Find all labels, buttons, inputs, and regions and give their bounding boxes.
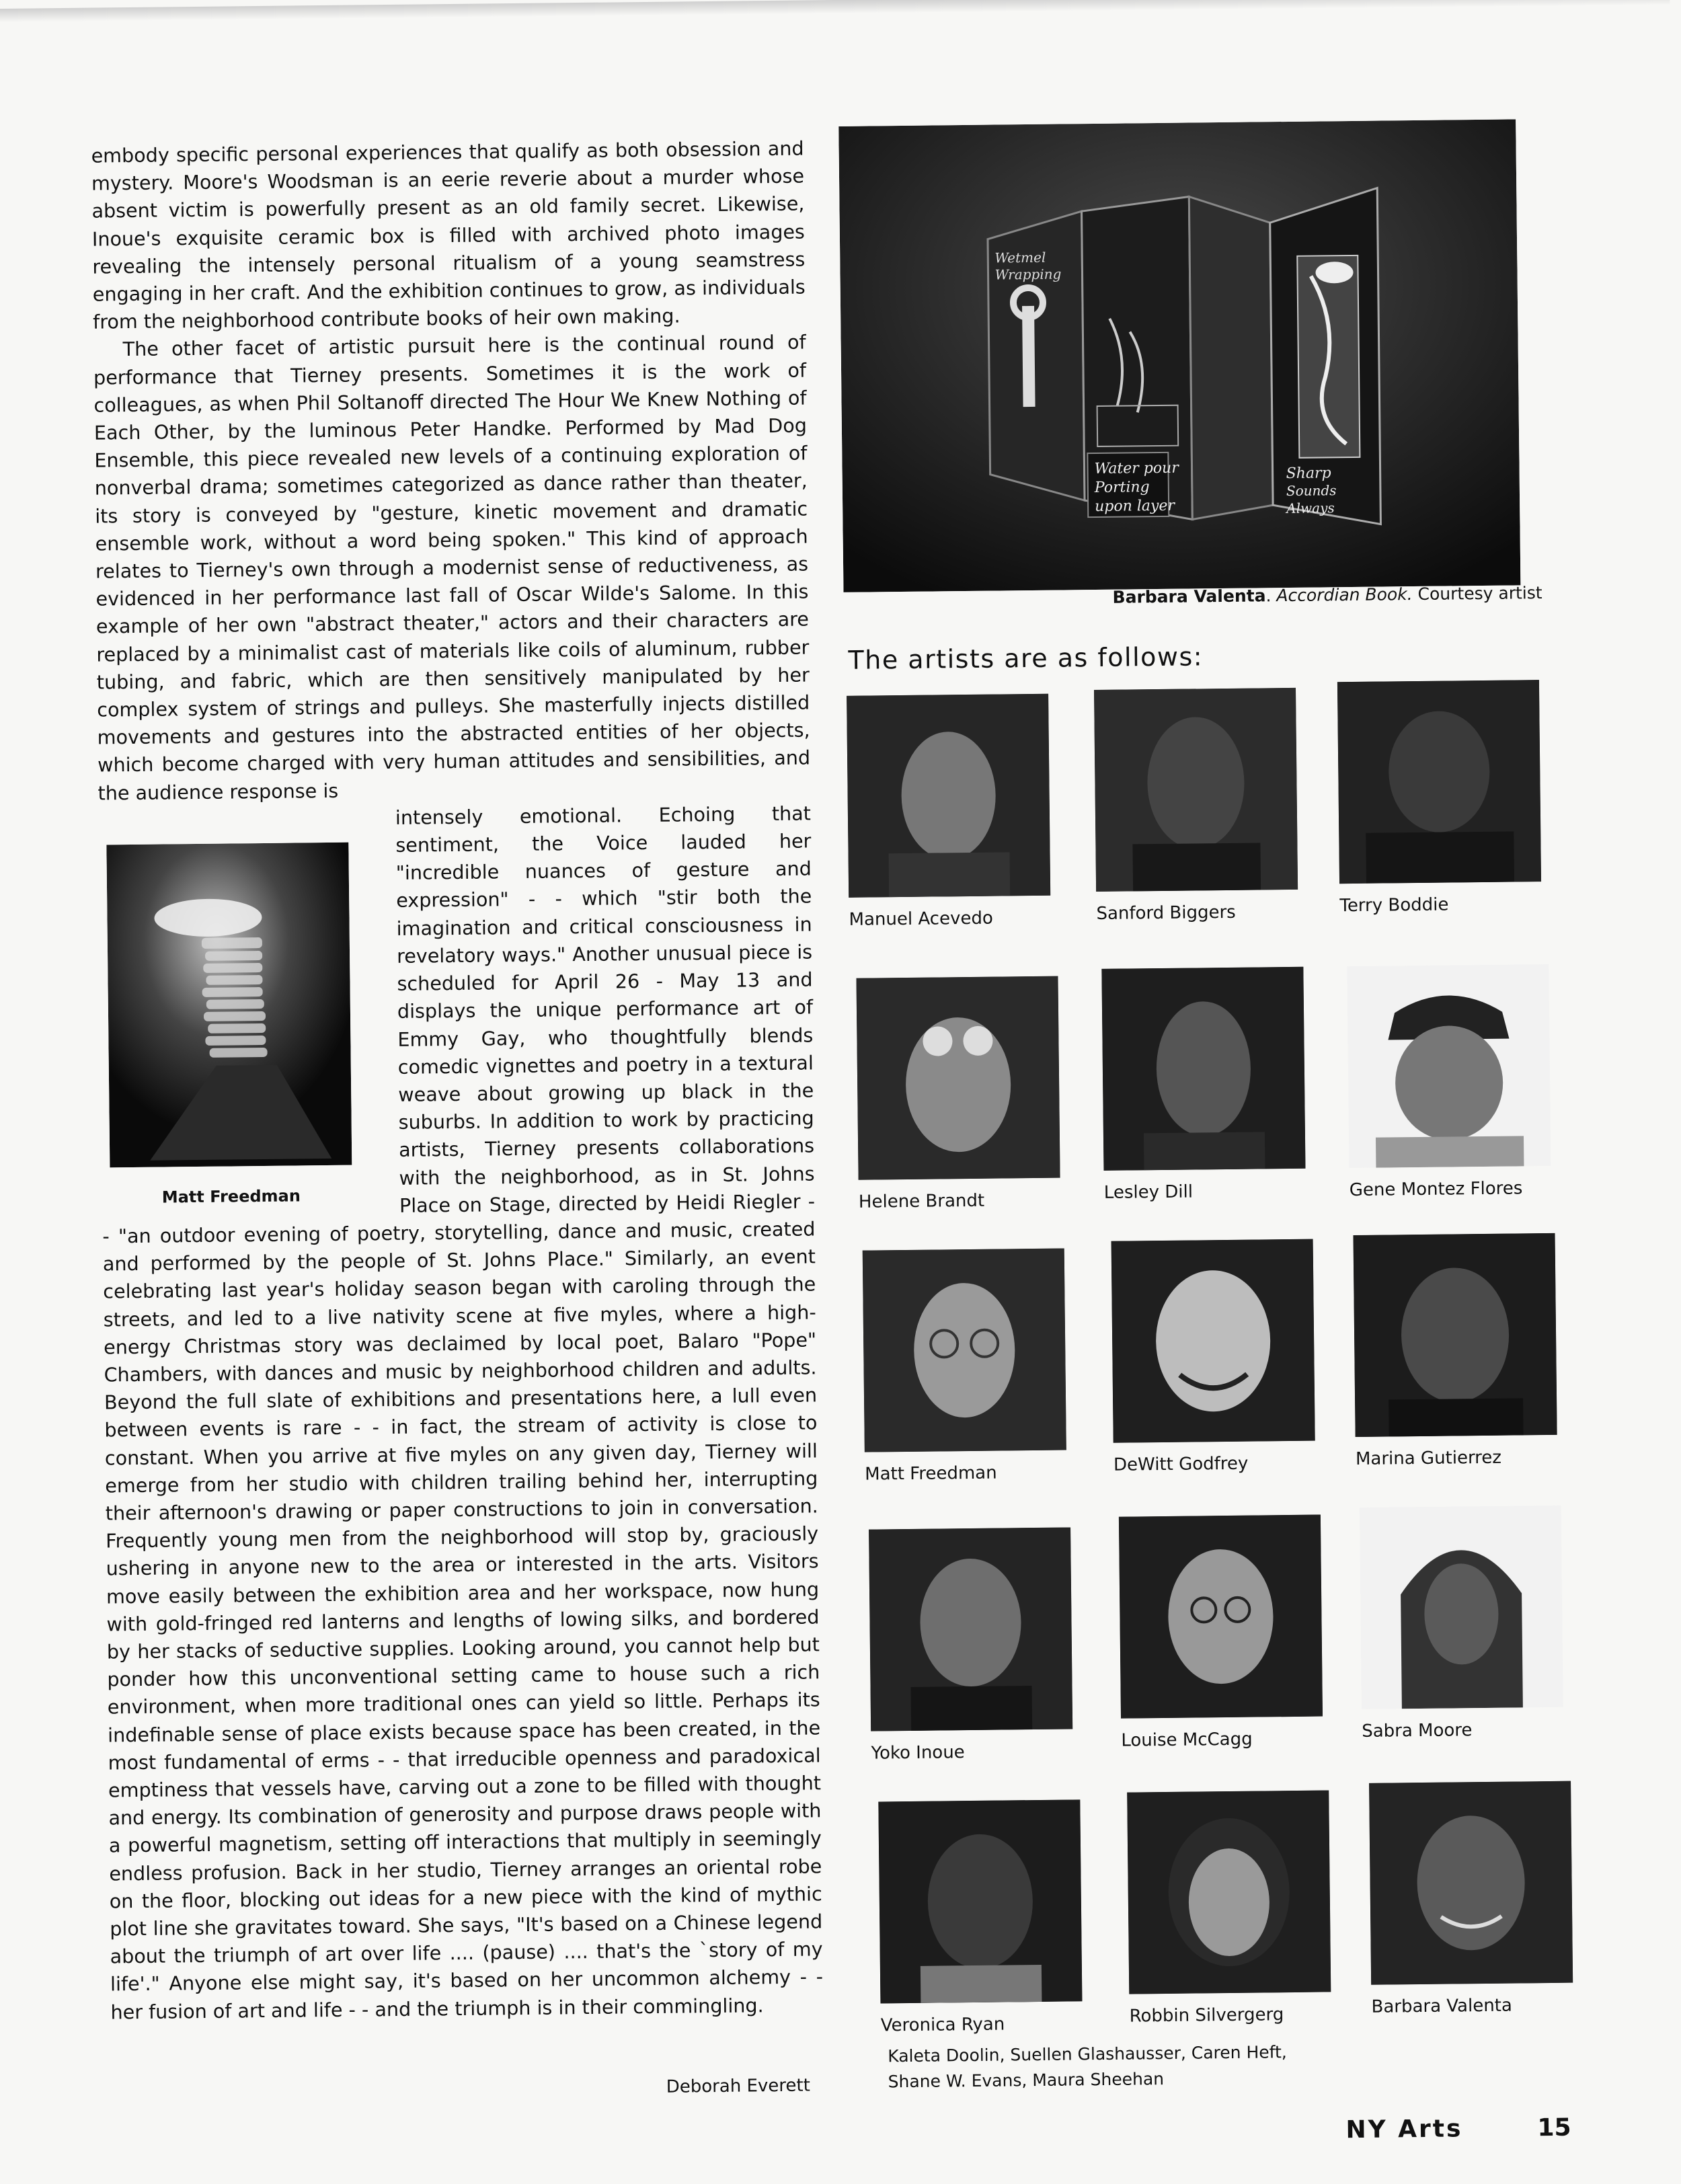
inscription-sounds: Sounds (1286, 482, 1337, 500)
artist-name: Matt Freedman (865, 1462, 997, 1485)
additional-artists (888, 2039, 1287, 2095)
artist-name: Yoko Inoue (871, 1742, 965, 1764)
artist-name: Helene Brandt (858, 1190, 985, 1212)
artist-name: Sanford Biggers (1096, 902, 1236, 925)
artist-card (1119, 1515, 1323, 1751)
artist-portrait (1369, 1781, 1573, 1985)
artist-card (1347, 964, 1551, 1200)
inscription-always: Always (1286, 500, 1335, 517)
inscription-left: Wetmel (994, 249, 1046, 266)
magazine-name: NY Arts (1345, 2115, 1463, 2144)
artist-card (1094, 688, 1298, 924)
additional-artists-line-1: Kaleta Doolin, Suellen Glashausser, Caren Heft, (888, 2042, 1287, 2066)
inscription-layer: upon layer (1095, 497, 1175, 515)
artist-card (878, 1799, 1083, 2035)
artist-name: Gene Montez Flores (1349, 1178, 1523, 1201)
inscription-left-2: Wrapping (994, 266, 1062, 283)
artist-portrait (1360, 1506, 1563, 1709)
article-author: Deborah Everett (666, 2075, 810, 2097)
artist-card (863, 1249, 1067, 1485)
artist-name: Louise McCagg (1121, 1729, 1253, 1751)
article-body (91, 134, 823, 2026)
artist-portrait (1101, 967, 1305, 1171)
artist-name: Terry Boddie (1339, 894, 1449, 916)
artist-portrait (856, 976, 1060, 1180)
artist-portrait (1354, 1233, 1557, 1437)
artist-card (1337, 680, 1542, 916)
inscription-porting: Porting (1094, 479, 1150, 496)
artist-name: Robbin Silvergerg (1129, 2004, 1284, 2027)
feature-caption-credit: Courtesy artist (1417, 583, 1542, 604)
artist-portrait (1347, 964, 1551, 1168)
feature-photo-caption: Barbara Valenta. Accordian Book. Courtesy artist (1112, 583, 1542, 607)
article-paragraph-2: The other facet of artistic pursuit here is the continual round of performance that Tierney presents. Sometimes it is the work of colleagues, as when Phil Soltanoff directed The Hour We Knew Nothing of Each Other, by the luminous Peter Handke. Performed by Mad Dog Ensemble, this piece revealed new levels of a continuing exploration of nonverbal drama; sometimes categorized as dance rather than theater, its story is conveyed by "gesture, kinetic movement and dramatic ensemble work, without a word being spoken." This kind of approach relates to Tierney's own through a modernist sense of reductiveness, as evidenced in her performance last fall of Oscar Wilde's Salome. In this example of her own "abstract theater," actors and their characters are replaced by a minimalist cast of materials like coils of aluminum, rubber tubing, and fabric, which are then sensitively manipulated by her complex system of strings and pulleys. She masterfully injects distilled movements and gestures into the abstracted entities of her objects, which become charged with very human attitudes and sensibilities, and the audience response is (93, 330, 811, 805)
artist-card (1354, 1233, 1558, 1469)
article-paragraph-3: intensely emotional. Echoing that sentiment, the Voice lauded her "incredible nuances of gesture and expression" - - which "stir both the imagination and critical consciousness in revelatory ways." Another unusual piece is scheduled for April 26 - May 13 and displays the unique performance art of Emmy Gay, who thoughtfully blends comedic vignettes and poetry in a textural weave about growing up black in the suburbs. In addition to work by practicing artists, Tierney presents collaborations with the neighborhood, as in St. Johns Place on Stage, directed by Heidi Riegler - - "an outdoor evening of poetry, storytelling, dance and music, created and performed by the people of St. Johns Place." Similarly, an event celebrating last year's holiday season began with caroling through the streets, and led to a live nativity scene at five myles, where a high-energy Christmas story was declaimed by local poet, Balaro "Pope" Chambers, with dances and music by neighborhood children and adults. Beyond the full slate of exhibitions and presentations here, a lull even between events is rare - - in fact, the stream of activity is close to constant. When you arrive at five myles on any given day, Tierney will emerge from her studio with children trailing behind her, interrupting their afternoon's drawing or paper constructions to join in conversation. Frequently young men from the neighborhood will stop by, graciously ushering in anyone new to the area or interested in the arts. Visitors move easily between the exhibition area and her workspace, now hung with gold-fringed red lanterns and lengths of lowing silks, and bordered by her stacks of seductive supplies. Looking around, you cannot help but ponder how this unconventional setting came to house such a rich environment, when more traditional ones can yield so little. Perhaps its indefinable sense of place exists because space has been created, in the most fundamental of erms - - that irreducible openness and paradoxical emptiness that vessels have, carving out a zone to be filled with thought and energy. Its combination of generosity and purpose draws people with a powerful magnetism, setting off interactions that multiply in seemingly endless profusion. Back in her studio, Tierney arranges an oriental robe on the floor, blocking out ideas for a new piece with the kind of mythic plot line she gravitates toward. She says, "It's based on a Chinese legend about the triumph of art over life .... (pause) .... that's the `story of my life'." Anyone else might say, it's based on her uncommon alchemy - - her fusion of art and life - - and the triumph is in their commingling. (102, 802, 824, 2024)
feature-caption-title: Accordian Book. (1276, 584, 1413, 606)
artist-portrait (863, 1249, 1066, 1452)
artist-name: Sabra Moore (1362, 1720, 1473, 1742)
artist-card (856, 976, 1060, 1212)
inset-photo-image (106, 843, 352, 1168)
inset-photo-caption: Matt Freedman (161, 1186, 301, 1207)
page-number: 15 (1537, 2113, 1571, 2142)
artist-portrait (1111, 1239, 1315, 1443)
artist-card (1101, 967, 1306, 1203)
feature-photo (838, 119, 1520, 592)
artist-card (869, 1527, 1073, 1763)
artist-card (1111, 1239, 1316, 1475)
article-paragraph-1: embody specific personal experiences that qualify as both obsession and mystery. Moore's Woodsman is an eerie reverie about a murder whose absent victim is powerfully present as an old family secret. Likewise, Inoue's exquisite ceramic box is filled with archived photo images revealing the intensely personal ritualism of a young seamstress engaging in her craft. And the exhibition continues to grow, as individuals from the neighborhood contribute books of heir own making. (91, 136, 806, 334)
artist-name: Barbara Valenta (1371, 1995, 1513, 2017)
artist-portrait (1127, 1790, 1331, 1994)
artist-portrait (878, 1799, 1082, 2003)
artist-name: Lesley Dill (1103, 1181, 1194, 1203)
artist-name: Manuel Acevedo (849, 908, 993, 930)
artists-heading: The artists are as follows: (848, 641, 1204, 675)
artist-portrait (1337, 680, 1541, 884)
artist-name: DeWitt Godfrey (1113, 1453, 1249, 1475)
additional-artists-line-2: Shane W. Evans, Maura Sheehan (888, 2069, 1165, 2092)
inscription-sharp: Sharp (1286, 465, 1331, 483)
artist-name: Marina Gutierrez (1355, 1447, 1502, 1470)
artist-name: Veronica Ryan (880, 2014, 1005, 2036)
artist-card (1360, 1506, 1564, 1742)
feature-caption-artist: Barbara Valenta (1112, 586, 1266, 607)
artist-card (1369, 1781, 1573, 2017)
artist-portrait (869, 1527, 1072, 1731)
inscription-water: Water pour (1094, 459, 1179, 477)
artist-card (847, 694, 1051, 930)
page-fold-shadow (0, 0, 1670, 22)
artist-portrait (1094, 688, 1298, 892)
artist-card (1127, 1790, 1331, 2026)
inset-photo (98, 842, 378, 1211)
artist-portrait (1119, 1515, 1323, 1719)
artist-portrait (847, 694, 1050, 898)
